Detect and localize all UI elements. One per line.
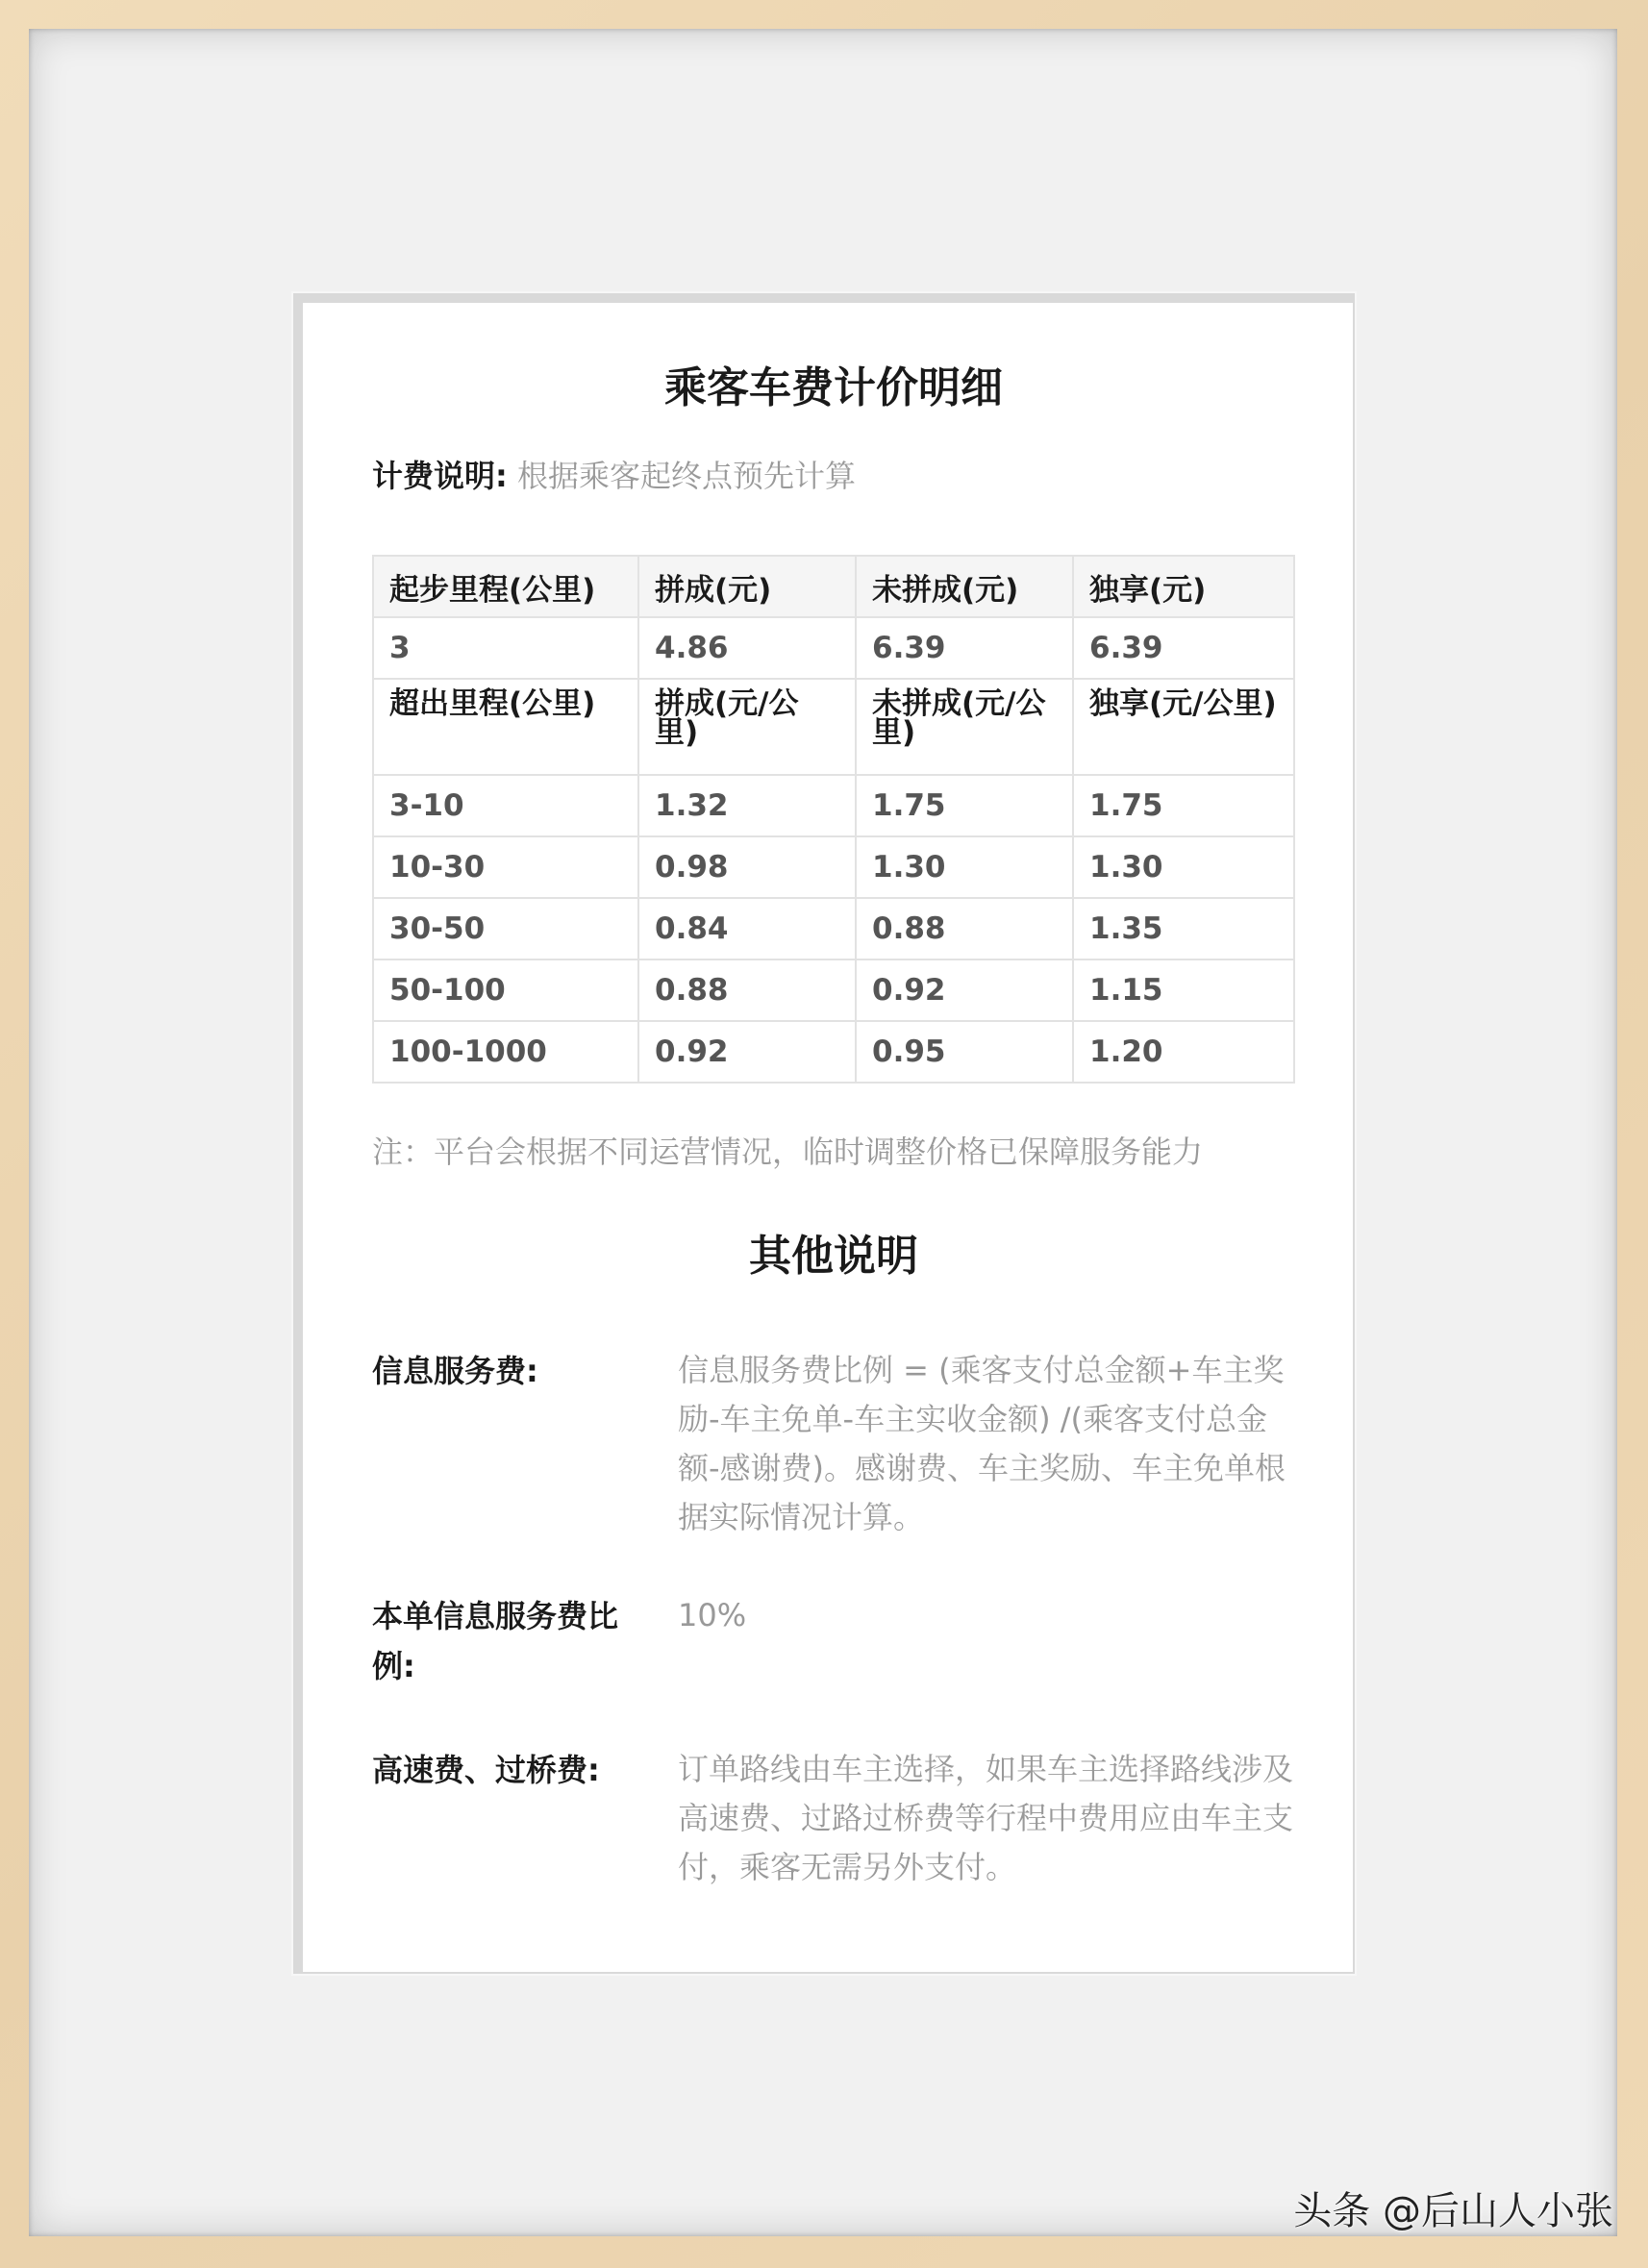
table-cell: 3 [373, 617, 638, 679]
table-row [373, 1021, 1294, 1083]
watermark: 头条 @后山人小张 [1293, 2189, 1613, 2233]
document-sheet [303, 303, 1353, 1972]
service-fee-value: 信息服务费比例 = (乘客支付总金额+车主奖励-车主免单-车主实收金额) /(乘客支付总金额-感谢费)。感谢费、车主奖励、车主免单根据实际情况计算。 [678, 1352, 1286, 1535]
table-cell: 0.84 [638, 898, 856, 960]
table-cell: 6.39 [856, 617, 1073, 679]
header-cell: 独享(元) [1073, 556, 1294, 617]
table-cell: 1.30 [856, 836, 1073, 898]
table-subheader-row [373, 679, 1294, 775]
subheader-cell: 拼成(元/公里) [638, 679, 856, 775]
fare-table [372, 555, 1295, 1084]
table-header-row [373, 556, 1294, 617]
service-fee-ratio-value: 10% [678, 1597, 747, 1633]
table-row [373, 960, 1294, 1021]
table-cell: 0.88 [856, 898, 1073, 960]
table-cell: 1.32 [638, 775, 856, 836]
subheader-cell: 独享(元/公里) [1073, 679, 1294, 775]
toll-fee-value: 订单路线由车主选择，如果车主选择路线涉及高速费、过路过桥费等行程中费用应由车主支付，乘客无需另外支付。 [678, 1751, 1294, 1885]
table-cell: 1.75 [856, 775, 1073, 836]
service-fee-label: 信息服务费: [372, 1353, 538, 1389]
table-cell: 0.98 [638, 836, 856, 898]
table-cell: 1.35 [1073, 898, 1294, 960]
table-cell: 1.20 [1073, 1021, 1294, 1083]
header-cell: 未拼成(元) [856, 556, 1073, 617]
toll-fee-label: 高速费、过桥费: [372, 1752, 600, 1788]
billing-description-value: 根据乘客起终点预先计算 [516, 458, 856, 494]
table-cell: 3-10 [373, 775, 638, 836]
subheader-cell: 未拼成(元/公里) [856, 679, 1073, 775]
header-cell: 起步里程(公里) [373, 556, 638, 617]
table-cell: 6.39 [1073, 617, 1294, 679]
table-row [373, 836, 1294, 898]
table-row [373, 775, 1294, 836]
header-cell: 拼成(元) [638, 556, 856, 617]
table-row-base [373, 617, 1294, 679]
table-cell: 10-30 [373, 836, 638, 898]
subheader-cell: 超出里程(公里) [373, 679, 638, 775]
document-title: 乘客车费计价明细 [664, 363, 1003, 412]
table-cell: 0.92 [856, 960, 1073, 1021]
table-cell: 30-50 [373, 898, 638, 960]
billing-description [372, 452, 856, 496]
pricing-note: 注：平台会根据不同运营情况，临时调整价格已保障服务能力 [372, 1134, 1204, 1170]
table-cell: 1.30 [1073, 836, 1294, 898]
table-cell: 0.92 [638, 1021, 856, 1083]
table-cell: 0.88 [638, 960, 856, 1021]
table-cell: 1.15 [1073, 960, 1294, 1021]
other-section-title: 其他说明 [749, 1232, 918, 1281]
table-cell: 1.75 [1073, 775, 1294, 836]
table-cell: 4.86 [638, 617, 856, 679]
table-row [373, 898, 1294, 960]
table-cell: 100-1000 [373, 1021, 638, 1083]
fare-document [293, 293, 1355, 1974]
service-fee-ratio-label: 本单信息服务费比例: [372, 1598, 619, 1684]
billing-description-label: 计费说明: [372, 458, 508, 494]
table-cell: 0.95 [856, 1021, 1073, 1083]
table-cell: 50-100 [373, 960, 638, 1021]
